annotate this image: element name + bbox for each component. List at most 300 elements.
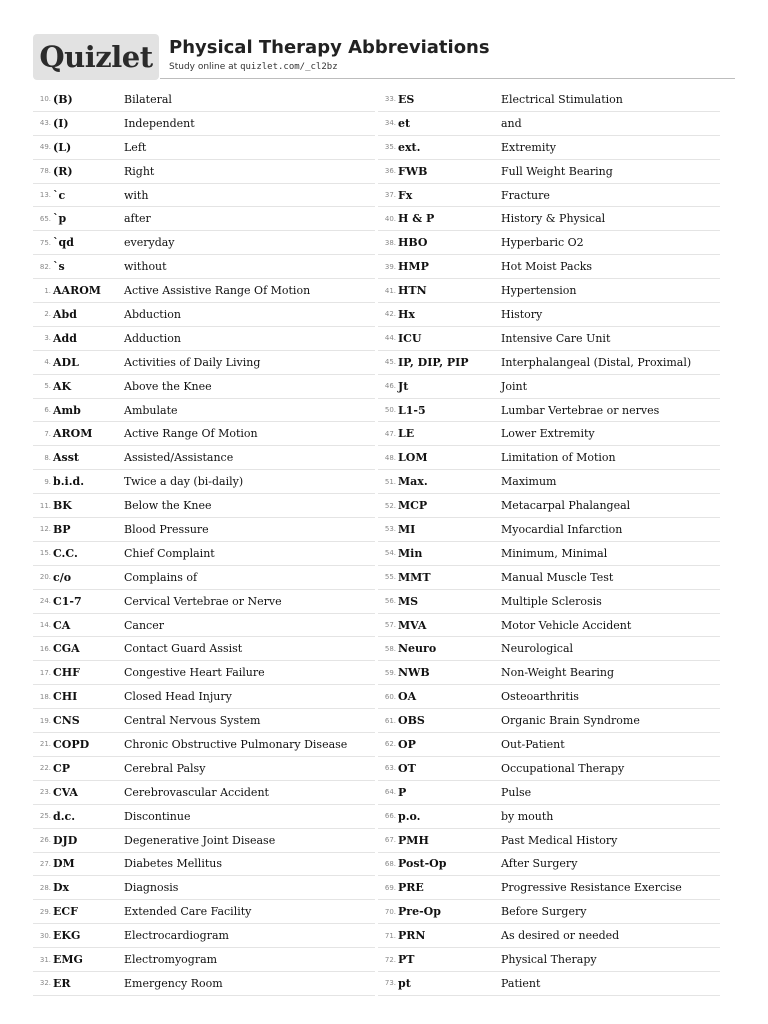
term-row xyxy=(378,542,720,566)
term-definition: History xyxy=(501,307,543,321)
term-abbreviation: MCP xyxy=(398,499,428,513)
page-header xyxy=(33,34,735,80)
term-row xyxy=(378,184,720,208)
term-definition: everyday xyxy=(124,236,175,250)
term-number: 44. xyxy=(384,334,396,343)
term-abbreviation: HTN xyxy=(398,284,427,298)
term-abbreviation: P xyxy=(398,785,407,799)
term-definition: Right xyxy=(124,164,155,178)
term-row xyxy=(33,853,375,877)
term-row xyxy=(33,733,375,757)
term-number: 38. xyxy=(384,238,396,247)
term-row xyxy=(33,637,375,661)
term-definition: Complains of xyxy=(124,570,198,584)
term-row xyxy=(33,470,375,494)
term-abbreviation: BK xyxy=(53,499,72,513)
term-definition: Ambulate xyxy=(124,403,178,417)
term-definition: Hyperbaric O2 xyxy=(501,236,584,250)
term-number: 9. xyxy=(44,477,51,486)
term-definition: Before Surgery xyxy=(501,905,587,919)
term-number: 28. xyxy=(39,883,51,892)
term-definition: Blood Pressure xyxy=(124,522,209,536)
term-abbreviation: (I) xyxy=(53,116,69,130)
term-number: 11. xyxy=(39,501,51,510)
term-definition: Pulse xyxy=(501,785,532,799)
term-number: 7. xyxy=(44,429,51,438)
term-abbreviation: Post-Op xyxy=(398,857,447,871)
term-definition: Left xyxy=(124,140,147,154)
term-definition: Patient xyxy=(501,976,541,990)
term-number: 78. xyxy=(39,167,51,176)
term-abbreviation: Fx xyxy=(398,188,413,202)
term-abbreviation: HMP xyxy=(398,260,429,274)
term-row xyxy=(33,399,375,423)
term-abbreviation: Abd xyxy=(53,307,77,321)
term-row xyxy=(378,733,720,757)
term-definition: Cerebrovascular Accident xyxy=(124,785,269,799)
term-row xyxy=(33,518,375,542)
term-abbreviation: Amb xyxy=(53,403,81,417)
term-row xyxy=(33,327,375,351)
term-number: 6. xyxy=(44,406,51,415)
term-definition: Active Assistive Range Of Motion xyxy=(124,284,311,298)
term-number: 68. xyxy=(384,859,396,868)
term-number: 62. xyxy=(384,740,396,749)
term-abbreviation: Asst xyxy=(53,451,80,465)
term-number: 60. xyxy=(384,692,396,701)
term-number: 16. xyxy=(39,644,51,653)
term-number: 3. xyxy=(44,334,51,343)
term-abbreviation: NWB xyxy=(398,666,430,680)
term-row xyxy=(33,829,375,853)
term-abbreviation: ADL xyxy=(53,355,79,369)
term-number: 37. xyxy=(384,191,396,199)
term-definition: After Surgery xyxy=(501,857,578,871)
term-row xyxy=(33,303,375,327)
term-definition: Limitation of Motion xyxy=(501,451,616,465)
term-row xyxy=(33,542,375,566)
term-number: 33. xyxy=(384,95,396,104)
term-definition: by mouth xyxy=(501,809,554,823)
term-definition: Non-Weight Bearing xyxy=(501,666,614,680)
term-abbreviation: p.o. xyxy=(398,809,421,823)
term-row xyxy=(33,614,375,638)
term-definition: Hot Moist Packs xyxy=(501,260,593,274)
term-number: 15. xyxy=(39,549,51,558)
term-abbreviation: PRN xyxy=(398,929,426,943)
term-row xyxy=(378,876,720,900)
term-number: 45. xyxy=(384,358,396,367)
term-abbreviation: C1-7 xyxy=(53,594,82,608)
term-abbreviation: et xyxy=(398,116,411,130)
term-number: 66. xyxy=(384,812,396,821)
term-abbreviation: LE xyxy=(398,427,415,441)
term-definition: Cancer xyxy=(124,618,164,632)
term-abbreviation: L1-5 xyxy=(398,403,426,417)
term-definition: Occupational Therapy xyxy=(501,761,625,775)
term-definition: after xyxy=(124,212,151,226)
term-abbreviation: AK xyxy=(53,379,72,393)
term-definition: Fracture xyxy=(501,188,550,202)
term-number: 70. xyxy=(384,907,396,916)
term-definition: Maximum xyxy=(501,475,557,489)
term-abbreviation: Hx xyxy=(398,307,415,321)
term-row xyxy=(33,876,375,900)
term-number: 41. xyxy=(384,286,396,295)
term-abbreviation: C.C. xyxy=(53,546,78,560)
term-row xyxy=(378,924,720,948)
term-number: 32. xyxy=(39,979,51,988)
term-row xyxy=(378,972,720,996)
term-row xyxy=(378,590,720,614)
term-definition: Interphalangeal (Distal, Proximal) xyxy=(501,355,692,369)
term-definition: Motor Vehicle Accident xyxy=(501,618,632,632)
term-definition: Below the Knee xyxy=(124,499,212,513)
term-definition: Organic Brain Syndrome xyxy=(501,714,640,728)
term-definition: Activities of Daily Living xyxy=(124,355,261,369)
term-definition: Chief Complaint xyxy=(124,546,215,560)
term-row xyxy=(378,375,720,399)
term-abbreviation: CHI xyxy=(53,690,78,704)
term-number: 71. xyxy=(384,931,396,940)
term-number: 42. xyxy=(384,310,396,319)
term-number: 65. xyxy=(39,214,51,223)
term-definition: Assisted/Assistance xyxy=(124,451,234,465)
term-row xyxy=(33,231,375,255)
term-definition: Bilateral xyxy=(124,92,172,106)
term-row xyxy=(378,422,720,446)
term-number: 69. xyxy=(384,883,396,892)
term-row xyxy=(378,351,720,375)
term-definition: Intensive Care Unit xyxy=(501,331,611,345)
term-number: 23. xyxy=(39,788,51,797)
term-row xyxy=(33,136,375,160)
term-number: 50. xyxy=(384,406,396,415)
term-definition: Neurological xyxy=(501,642,574,656)
term-abbreviation: Neuro xyxy=(398,642,437,656)
term-row xyxy=(33,375,375,399)
term-abbreviation: (L) xyxy=(53,140,72,154)
term-definition: Diagnosis xyxy=(124,881,179,895)
term-abbreviation: AAROM xyxy=(53,284,101,298)
term-row xyxy=(378,948,720,972)
term-row xyxy=(378,231,720,255)
term-abbreviation: (R) xyxy=(53,164,73,178)
term-row xyxy=(33,972,375,996)
term-row xyxy=(378,112,720,136)
term-row xyxy=(378,255,720,279)
term-number: 47. xyxy=(384,429,396,438)
term-definition: As desired or needed xyxy=(501,929,620,943)
term-definition: Closed Head Injury xyxy=(124,690,232,704)
term-row xyxy=(33,757,375,781)
term-abbreviation: Min xyxy=(398,546,423,560)
term-number: 72. xyxy=(384,955,396,964)
term-definition: Lower Extremity xyxy=(501,427,595,441)
term-number: 58. xyxy=(384,644,396,653)
term-number: 29. xyxy=(39,907,51,916)
term-number: 48. xyxy=(384,453,396,462)
term-abbreviation: `p xyxy=(53,212,67,226)
term-number: 64. xyxy=(384,788,396,797)
term-definition: Active Range Of Motion xyxy=(124,427,258,441)
term-abbreviation: MI xyxy=(398,522,416,536)
term-row xyxy=(33,207,375,231)
term-definition: Congestive Heart Failure xyxy=(124,666,265,680)
term-abbreviation: DJD xyxy=(53,833,78,847)
term-number: 17. xyxy=(39,668,51,677)
term-row xyxy=(378,566,720,590)
term-definition: Multiple Sclerosis xyxy=(501,594,602,608)
term-number: 30. xyxy=(39,931,51,940)
term-row xyxy=(33,351,375,375)
term-definition: Diabetes Mellitus xyxy=(124,857,222,871)
term-row xyxy=(378,327,720,351)
term-abbreviation: `qd xyxy=(53,236,74,250)
term-row xyxy=(33,590,375,614)
term-row xyxy=(378,685,720,709)
term-number: 19. xyxy=(39,716,51,725)
term-row xyxy=(378,781,720,805)
term-number: 63. xyxy=(384,764,396,773)
term-number: 21. xyxy=(39,740,51,749)
term-number: 82. xyxy=(39,262,51,271)
term-abbreviation: BP xyxy=(53,522,71,536)
term-abbreviation: OT xyxy=(398,761,416,775)
left-term-list xyxy=(33,88,375,996)
term-abbreviation: c/o xyxy=(53,570,72,584)
term-row xyxy=(378,88,720,112)
term-definition: Electromyogram xyxy=(124,953,218,966)
term-definition: Hypertension xyxy=(501,284,577,298)
term-definition: with xyxy=(124,188,149,202)
term-abbreviation: `s xyxy=(53,260,65,274)
term-definition: without xyxy=(124,260,167,274)
term-definition: Extended Care Facility xyxy=(124,905,252,919)
term-number: 39. xyxy=(384,262,396,271)
term-row xyxy=(33,781,375,805)
term-number: 51. xyxy=(384,477,396,486)
term-number: 8. xyxy=(44,453,51,462)
term-abbreviation: HBO xyxy=(398,236,428,250)
term-abbreviation: ECF xyxy=(53,905,78,919)
term-row xyxy=(33,184,375,208)
term-abbreviation: EMG xyxy=(53,953,83,966)
term-abbreviation: OA xyxy=(398,690,417,704)
term-number: 18. xyxy=(39,692,51,701)
term-definition: Abduction xyxy=(124,307,181,321)
term-abbreviation: ER xyxy=(53,976,71,990)
term-definition: Discontinue xyxy=(124,809,191,823)
header-divider xyxy=(160,78,735,79)
term-number: 5. xyxy=(44,382,51,391)
term-row xyxy=(33,494,375,518)
term-row xyxy=(378,207,720,231)
term-row xyxy=(378,853,720,877)
term-definition: Physical Therapy xyxy=(501,953,597,966)
term-abbreviation: CNS xyxy=(53,714,80,728)
term-row xyxy=(378,303,720,327)
term-definition: Osteoarthritis xyxy=(501,690,579,704)
term-row xyxy=(378,805,720,829)
term-definition: Twice a day (bi-daily) xyxy=(124,475,244,489)
term-abbreviation: Jt xyxy=(398,379,409,393)
term-number: 34. xyxy=(384,119,396,128)
term-abbreviation: b.i.d. xyxy=(53,475,85,489)
term-abbreviation: Add xyxy=(53,331,77,345)
term-number: 10. xyxy=(39,95,51,104)
term-abbreviation: `c xyxy=(53,188,66,202)
term-definition: Electrocardiogram xyxy=(124,929,229,943)
term-row xyxy=(378,900,720,924)
term-abbreviation: FWB xyxy=(398,164,428,178)
term-abbreviation: ext. xyxy=(398,140,421,154)
term-definition: Above the Knee xyxy=(124,379,212,393)
term-number: 1. xyxy=(44,286,51,295)
term-abbreviation: Pre-Op xyxy=(398,905,441,919)
term-definition: Extremity xyxy=(501,140,557,154)
term-abbreviation: CVA xyxy=(53,785,78,799)
title-block xyxy=(169,36,490,72)
term-row xyxy=(378,614,720,638)
term-number: 22. xyxy=(39,764,51,773)
term-definition: Central Nervous System xyxy=(124,714,261,728)
term-definition: Degenerative Joint Disease xyxy=(124,833,276,847)
term-abbreviation: ICU xyxy=(398,331,422,345)
term-definition: Electrical Stimulation xyxy=(501,92,623,106)
term-definition: Lumbar Vertebrae or nerves xyxy=(501,403,660,417)
term-number: 36. xyxy=(384,167,396,176)
term-number: 35. xyxy=(384,143,396,152)
term-number: 49. xyxy=(39,143,51,152)
term-row xyxy=(33,446,375,470)
term-row xyxy=(378,661,720,685)
term-definition: Minimum, Minimal xyxy=(501,546,608,560)
term-definition: Adduction xyxy=(124,331,181,345)
term-abbreviation: CA xyxy=(53,618,71,632)
term-row xyxy=(33,709,375,733)
term-abbreviation: OBS xyxy=(398,714,425,728)
right-term-list xyxy=(378,88,720,996)
term-abbreviation: OP xyxy=(398,737,416,751)
term-row xyxy=(33,566,375,590)
term-abbreviation: MS xyxy=(398,594,419,608)
quizlet-logo[interactable]: Quizlet xyxy=(33,34,159,80)
term-row xyxy=(378,446,720,470)
term-number: 59. xyxy=(384,668,396,677)
term-number: 67. xyxy=(384,836,396,845)
term-abbreviation: ES xyxy=(398,92,415,106)
term-abbreviation: CGA xyxy=(53,642,80,656)
subtitle-prefix: Study online at xyxy=(169,62,238,72)
term-number: 26. xyxy=(39,836,51,845)
term-number: 14. xyxy=(39,621,51,630)
term-abbreviation: H & P xyxy=(398,212,435,226)
term-number: 25. xyxy=(39,812,51,821)
term-abbreviation: PMH xyxy=(398,833,429,847)
term-definition: Cerebral Palsy xyxy=(124,761,206,775)
term-row xyxy=(378,757,720,781)
term-abbreviation: Max. xyxy=(398,475,428,489)
term-number: 73. xyxy=(384,979,396,988)
term-abbreviation: MMT xyxy=(398,570,431,584)
term-definition: Emergency Room xyxy=(124,976,223,990)
term-abbreviation: DM xyxy=(53,857,75,871)
term-abbreviation: COPD xyxy=(53,737,90,751)
term-abbreviation: PT xyxy=(398,953,415,966)
term-row xyxy=(378,637,720,661)
term-row xyxy=(33,255,375,279)
term-number: 75. xyxy=(39,238,51,247)
term-row xyxy=(33,112,375,136)
term-definition: and xyxy=(501,116,522,130)
term-row xyxy=(33,422,375,446)
term-number: 13. xyxy=(39,191,51,199)
term-abbreviation: (B) xyxy=(53,92,73,106)
term-number: 2. xyxy=(44,310,51,319)
term-definition: Joint xyxy=(501,379,528,393)
term-definition: Cervical Vertebrae or Nerve xyxy=(124,594,282,608)
term-abbreviation: IP, DIP, PIP xyxy=(398,355,469,369)
term-definition: History & Physical xyxy=(501,212,606,226)
term-definition: Progressive Resistance Exercise xyxy=(501,881,682,895)
page-title: Physical Therapy Abbreviations xyxy=(169,37,490,58)
term-abbreviation: PRE xyxy=(398,881,424,895)
term-definition: Out-Patient xyxy=(501,737,565,751)
term-row xyxy=(33,685,375,709)
term-number: 4. xyxy=(44,358,51,367)
term-definition: Contact Guard Assist xyxy=(124,642,243,656)
term-number: 61. xyxy=(384,716,396,725)
term-abbreviation: d.c. xyxy=(53,809,76,823)
term-row xyxy=(378,136,720,160)
term-definition: Myocardial Infarction xyxy=(501,522,623,536)
term-row xyxy=(378,709,720,733)
term-number: 57. xyxy=(384,621,396,630)
term-number: 56. xyxy=(384,597,396,606)
term-abbreviation: EKG xyxy=(53,929,81,943)
term-definition: Full Weight Bearing xyxy=(501,164,613,178)
term-row xyxy=(33,900,375,924)
term-number: 24. xyxy=(39,597,51,606)
term-row xyxy=(378,470,720,494)
term-number: 46. xyxy=(384,382,396,391)
term-row xyxy=(378,279,720,303)
term-number: 31. xyxy=(39,955,51,964)
term-abbreviation: CP xyxy=(53,761,71,775)
term-definition: Manual Muscle Test xyxy=(501,570,614,584)
term-number: 55. xyxy=(384,573,396,582)
term-row xyxy=(33,805,375,829)
study-url-link[interactable]: quizlet.com/_cl2bz xyxy=(240,62,338,72)
subtitle xyxy=(169,62,490,72)
term-definition: Metacarpal Phalangeal xyxy=(501,499,631,513)
term-abbreviation: CHF xyxy=(53,666,80,680)
term-row xyxy=(33,661,375,685)
term-row xyxy=(33,948,375,972)
term-number: 43. xyxy=(39,119,51,128)
term-row xyxy=(33,160,375,184)
term-abbreviation: LOM xyxy=(398,451,428,465)
term-definition: Past Medical History xyxy=(501,833,618,847)
term-number: 53. xyxy=(384,525,396,534)
term-number: 27. xyxy=(39,859,51,868)
term-row xyxy=(33,88,375,112)
term-abbreviation: MVA xyxy=(398,618,427,632)
term-row xyxy=(378,399,720,423)
term-row xyxy=(33,279,375,303)
term-row xyxy=(378,160,720,184)
